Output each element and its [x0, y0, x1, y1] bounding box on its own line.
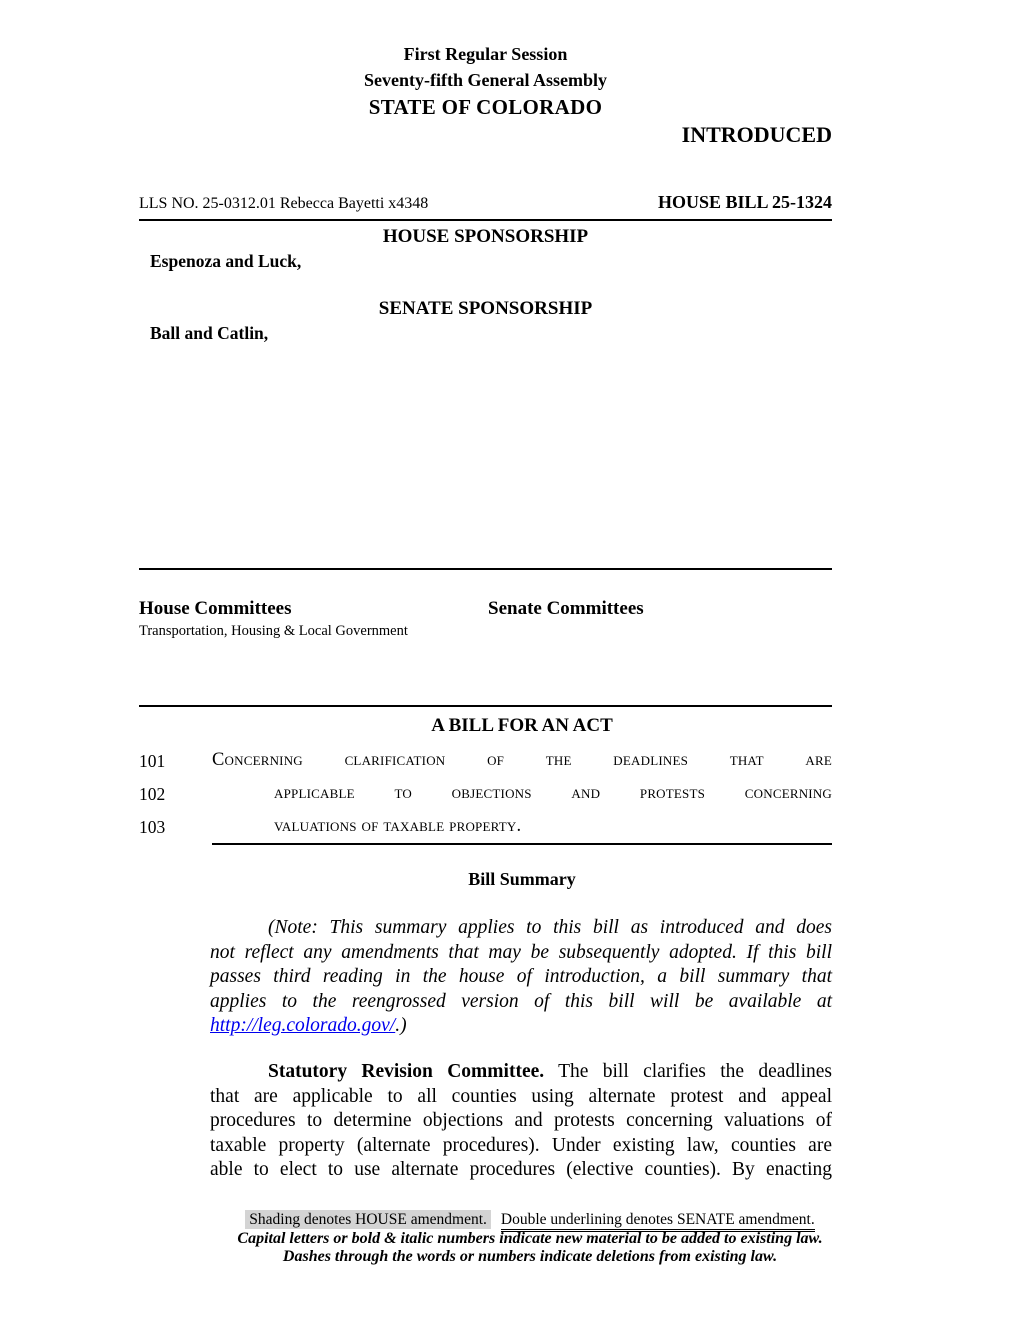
act-line-text: valuations of taxable property.: [274, 816, 522, 836]
note-suffix: .): [395, 1015, 407, 1036]
summary-body-paragraph: [210, 1060, 832, 1183]
house-committees-list: Transportation, Housing & Local Government: [139, 623, 408, 639]
house-sponsorship-heading: HOUSE SPONSORSHIP: [382, 226, 589, 247]
summary-note-paragraph: [210, 916, 832, 1039]
committees-divider-rule: [139, 568, 832, 570]
amendment-legend-footer: [139, 1211, 921, 1267]
double-underline-legend: Double underlining denotes SENATE amendment.: [501, 1211, 815, 1232]
committee-lead-bold: Statutory Revision Committee.: [268, 1061, 545, 1082]
house-bill-number: HOUSE BILL 25-1324: [657, 192, 832, 212]
act-divider-rule: [139, 705, 832, 707]
senate-committees-heading: Senate Committees: [488, 598, 644, 619]
senate-sponsors: Ball and Catlin,: [150, 323, 269, 343]
state-title: STATE OF COLORADO: [368, 95, 603, 119]
body-line: procedures to determine objections and protests concerning valuations of: [210, 1110, 832, 1131]
shading-legend: Shading denotes HOUSE amendment.: [245, 1210, 491, 1229]
act-end-rule: [212, 843, 832, 845]
legend-line-1: [139, 1211, 921, 1230]
act-line-text: Concerning clarification of the deadlines that are: [212, 750, 832, 770]
body-line: that are applicable to all counties using alternate protest and appeal: [210, 1085, 832, 1107]
note-line: passes third reading in the house of introduction, a bill summary that: [210, 966, 832, 987]
line-number-102: 102: [139, 784, 166, 804]
line-number-101: 101: [139, 751, 166, 771]
note-line: applies to the reengrossed version of this bill will be available at: [210, 990, 832, 1012]
note-line: (Note: This summary applies to this bill as introduced and does: [268, 917, 832, 938]
senate-sponsorship-heading: SENATE SPONSORSHIP: [378, 298, 593, 319]
introduced-status: INTRODUCED: [681, 122, 832, 147]
body-line-first: [210, 1060, 832, 1085]
header-divider-rule: [139, 219, 832, 221]
line-number-103: 103: [139, 817, 166, 837]
assembly-title: Seventy-fifth General Assembly: [364, 70, 607, 90]
body-line-first-rest: The bill clarifies the deadlines: [544, 1061, 832, 1082]
act-heading: A BILL FOR AN ACT: [431, 715, 613, 736]
act-line-text: applicable to objections and protests concerning: [274, 783, 832, 803]
house-sponsors: Espenoza and Luck,: [150, 251, 302, 271]
body-line: able to elect to use alternate procedures (elective counties). By enacting: [210, 1159, 832, 1180]
note-line: not reflect any amendments that may be subsequently adopted. If this bill: [210, 941, 832, 963]
bill-summary-heading: Bill Summary: [468, 869, 576, 889]
lls-number: LLS NO. 25-0312.01 Rebecca Bayetti x4348: [139, 195, 429, 212]
capital-letters-legend: Capital letters or bold & italic numbers indicate new material to be added to existing law.: [237, 1229, 823, 1247]
dashes-legend: Dashes through the words or numbers indicate deletions from existing law.: [282, 1248, 778, 1265]
house-committees-heading: House Committees: [139, 598, 292, 619]
note-line-last: [210, 1014, 832, 1039]
leg-colorado-gov-link[interactable]: http://leg.colorado.gov/: [210, 1015, 396, 1036]
session-title: First Regular Session: [403, 44, 568, 64]
body-line: taxable property (alternate procedures). Under existing law, counties are: [210, 1134, 832, 1156]
bill-id-row: [139, 192, 832, 213]
